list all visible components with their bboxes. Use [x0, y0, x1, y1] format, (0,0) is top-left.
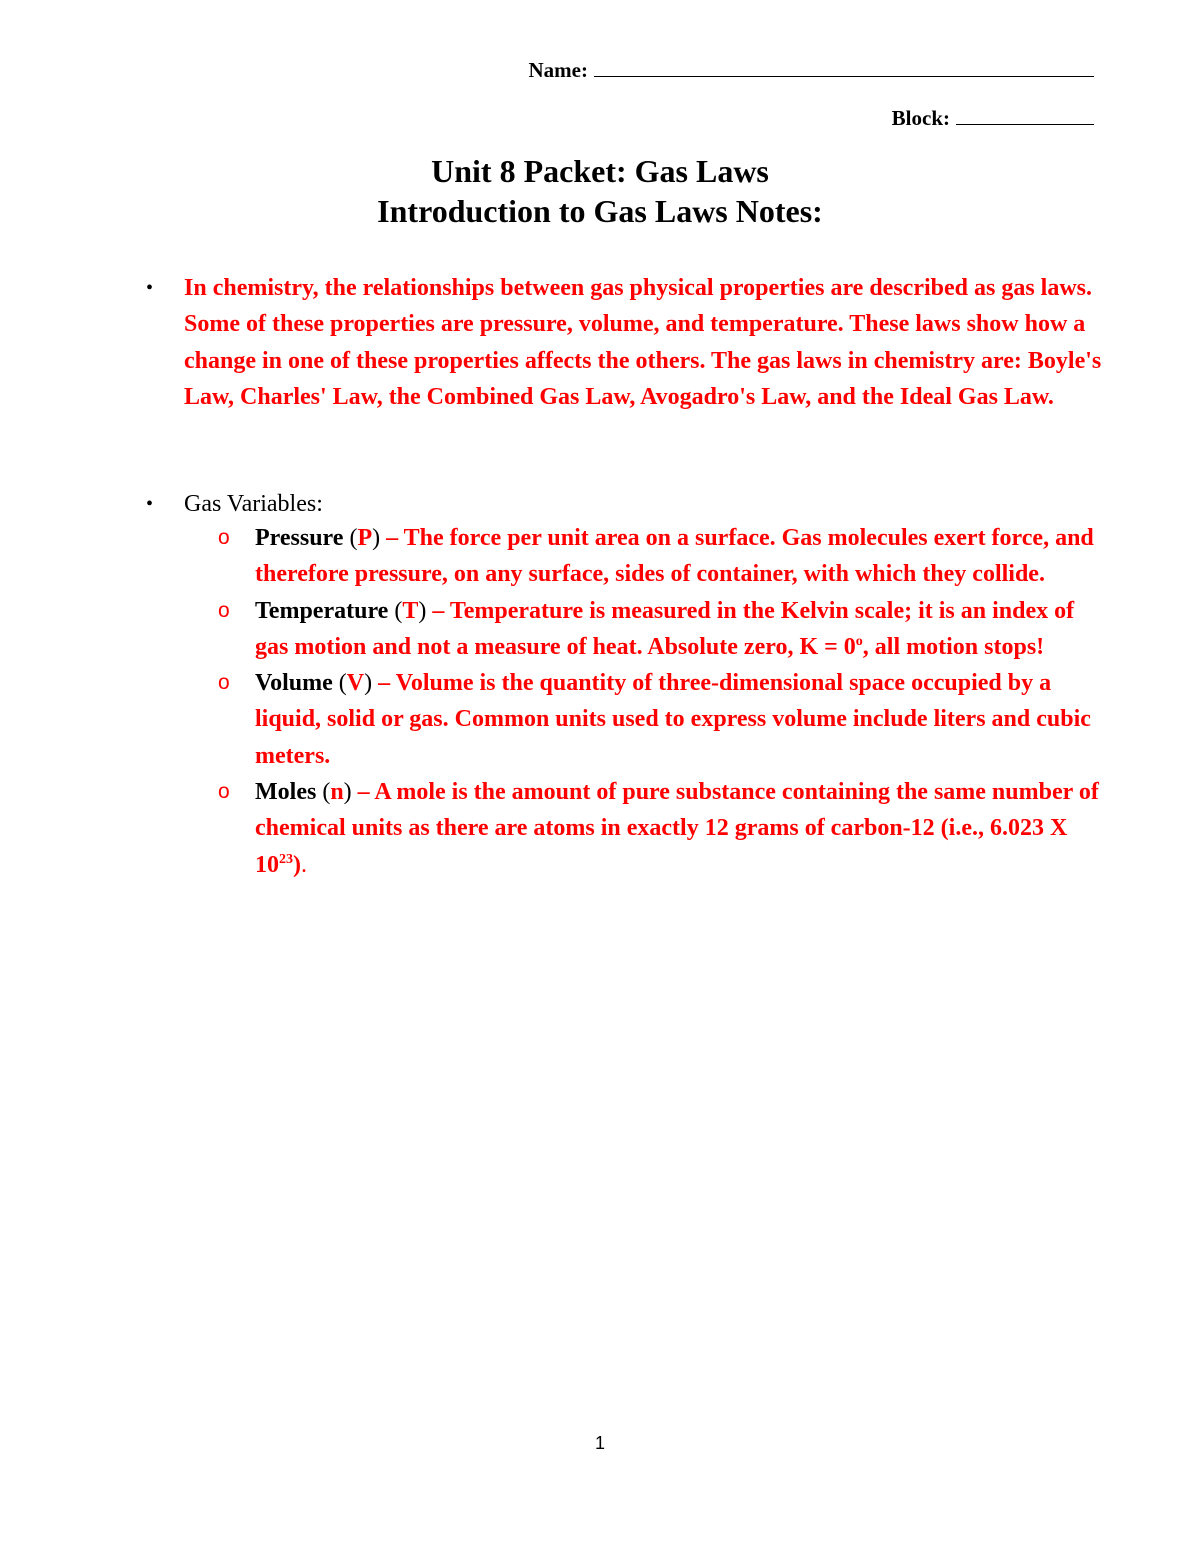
- paren-open: (: [388, 597, 403, 624]
- name-blank[interactable]: [594, 58, 1094, 77]
- paren-open: (: [343, 525, 358, 551]
- definition: – A mole is the amount of pure substance containing the same number of chemical units as there are atoms in exactly 12 grams of carbon-12 (i.e., 6.023 X 10: [255, 779, 1099, 878]
- term: Temperature: [255, 597, 389, 624]
- term: Volume: [255, 670, 333, 697]
- paren-close: ): [364, 670, 373, 697]
- intro-text: In chemistry, the relationships between gas physical properties are described as gas laws. Some of these properties are pressure, volume, and temperature. These laws show how a change in one of these properties affects the others. The gas laws in chemistry are: Boyle's Law, Charles' Law, the Combined Gas Law, Avogadro's Law, and the Ideal Gas Law.: [184, 275, 1102, 410]
- page-number: 1: [594, 1433, 605, 1453]
- list-item-pressure: [218, 520, 1108, 593]
- paren-open: (: [316, 779, 331, 806]
- block-field-line: [892, 106, 1094, 131]
- definition: – The force per unit area on a surface. Gas molecules exert force, and therefore pressure, on any surface, sides of container, with which they collide.: [255, 525, 1094, 588]
- definition-tail: , all motion stops!: [862, 633, 1045, 660]
- page-subtitle: Introduction to Gas Laws Notes:: [377, 193, 823, 229]
- end-punctuation: .: [301, 851, 307, 878]
- circle-bullet-icon: o: [218, 780, 230, 804]
- name-field-line: [529, 58, 1094, 83]
- term: Moles: [255, 779, 317, 806]
- symbol: T: [402, 597, 419, 624]
- paren-open: (: [332, 670, 347, 697]
- definition-tail: ): [293, 851, 301, 878]
- circle-bullet-icon: o: [218, 671, 230, 695]
- gas-variables-heading: Gas Variables:: [184, 491, 323, 517]
- intro-bullet: [146, 270, 1106, 415]
- list-item-temperature: [218, 593, 1108, 666]
- name-label: Name:: [528, 58, 588, 82]
- list-item-moles: [218, 774, 1108, 883]
- symbol: V: [346, 670, 365, 697]
- paren-close: ): [372, 525, 381, 551]
- gas-variables-bullet: [146, 486, 1106, 522]
- definition: – Temperature is measured in the Kelvin scale; it is an index of gas motion and not a measure of heat. Absolute zero, K = 0: [255, 597, 1075, 660]
- bullet-dot-icon: •: [146, 277, 154, 299]
- exponent-superscript: 23: [279, 851, 293, 867]
- paren-close: ): [418, 597, 427, 624]
- list-item-volume: [218, 665, 1108, 774]
- circle-bullet-icon: o: [218, 526, 230, 549]
- degree-superscript: o: [855, 633, 863, 649]
- block-label: Block:: [891, 106, 950, 130]
- definition: – Volume is the quantity of three-dimensional space occupied by a liquid, solid or gas. Common units used to express volume include liters and cubic meters.: [255, 670, 1091, 769]
- block-blank[interactable]: [956, 106, 1094, 125]
- symbol: P: [357, 525, 373, 551]
- page-title: Unit 8 Packet: Gas Laws: [431, 153, 769, 189]
- paren-close: ): [343, 779, 352, 806]
- circle-bullet-icon: o: [218, 598, 230, 622]
- bullet-dot-icon: •: [146, 493, 154, 515]
- term: Pressure: [255, 525, 344, 551]
- symbol: n: [330, 779, 344, 806]
- gas-variables-list: [218, 520, 1108, 883]
